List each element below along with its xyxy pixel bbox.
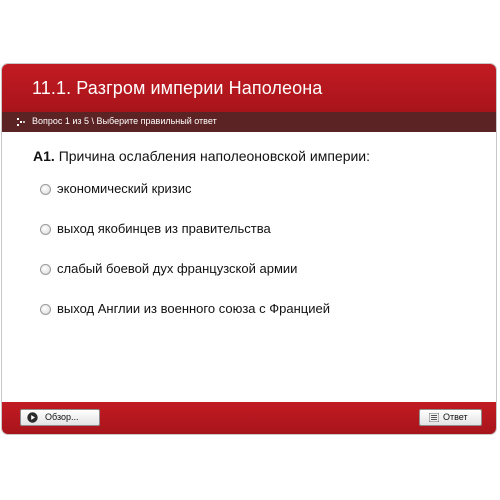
review-button-label: Обзор... xyxy=(45,412,79,422)
radio-button[interactable] xyxy=(40,224,51,235)
answer-label[interactable]: выход Англии из военного союза с Францией xyxy=(57,301,330,316)
answer-button[interactable] xyxy=(419,409,482,426)
status-bar xyxy=(2,112,496,132)
review-button[interactable] xyxy=(20,409,100,426)
quiz-title: 11.1. Разгром империи Наполеона xyxy=(32,78,323,98)
question-progress: Вопрос 1 из 5 \ Выберите правильный ответ xyxy=(32,116,217,126)
answer-label[interactable]: экономический кризис xyxy=(57,181,192,196)
answer-button-label: Ответ xyxy=(443,412,468,422)
answer-label[interactable]: слабый боевой дух французской армии xyxy=(57,261,298,276)
play-circle-icon xyxy=(27,412,38,423)
question-body: Причина ослабления наполеоновской империи: xyxy=(58,148,371,164)
question-number: A1. xyxy=(33,148,55,164)
nav-arrow-icon xyxy=(16,116,26,128)
quiz-window xyxy=(1,63,497,435)
question-text xyxy=(33,148,370,164)
bottom-bar xyxy=(2,402,496,434)
radio-button[interactable] xyxy=(40,184,51,195)
title-bar xyxy=(2,64,496,112)
radio-button[interactable] xyxy=(40,304,51,315)
list-icon xyxy=(429,413,439,422)
answer-label[interactable]: выход якобинцев из правительства xyxy=(57,221,271,236)
radio-button[interactable] xyxy=(40,264,51,275)
